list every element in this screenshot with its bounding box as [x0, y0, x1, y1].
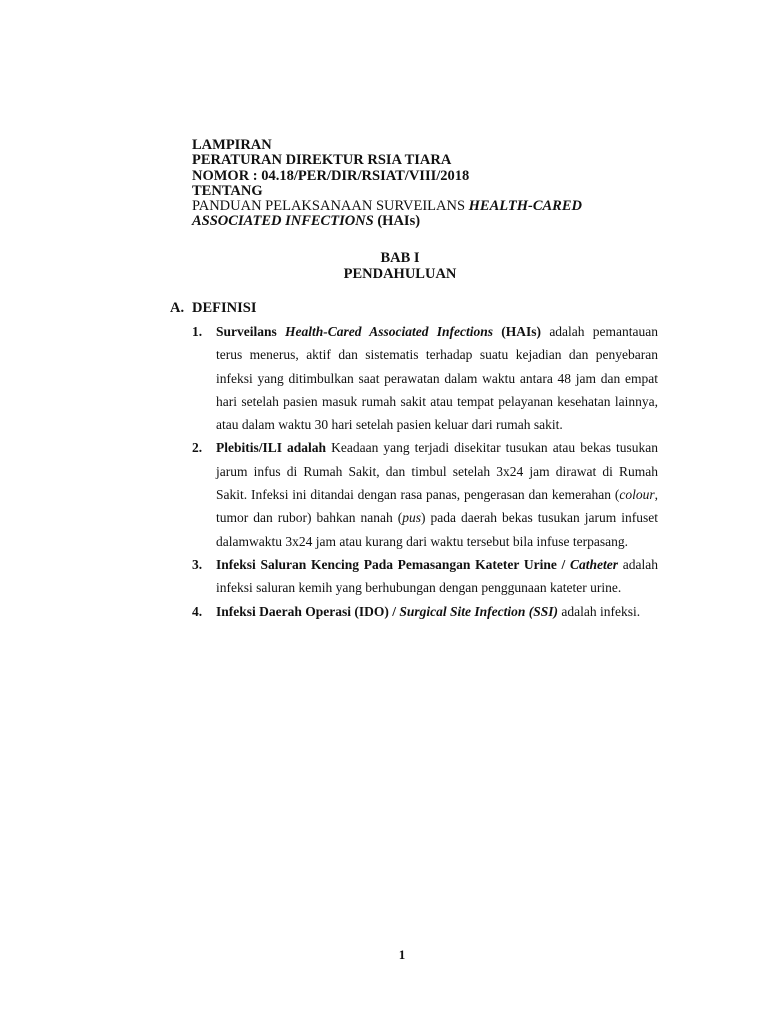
- item-term-italic: Health-Cared Associated Infections: [285, 324, 494, 339]
- header-tentang: TENTANG: [192, 182, 263, 199]
- section-letter: A.: [170, 300, 185, 316]
- item-text: ) pada daerah bekas tusukan jarum infuset dalamwaktu 3x24 jam atau kurang dari waktu tersebut bila infuse terpasang.: [216, 510, 658, 549]
- header-subject-italic-2: ASSOCIATED INFECTIONS: [192, 213, 374, 230]
- item-text: adalah pemantauan terus menerus, aktif dan sistematis terhadap suatu kejadian dan penyebaran infeksi yang ditimbulkan saat perawatan dalam waktu antara 48 jam dan empat hari setelah pasien masuk rumah sakit atau tempat pelayanan kesehatan lainnya, atau dalam waktu 30 hari setelah pasien keluar dari rumah sakit.: [216, 324, 659, 433]
- item-term: Surveilans: [216, 324, 286, 339]
- item-number: 4.: [192, 603, 203, 619]
- header-number: NOMOR : 04.18/PER/DIR/RSIAT/VIII/2018: [192, 167, 470, 184]
- header-subject-italic: HEALTH-CARED: [468, 198, 582, 215]
- item-text-italic: colour: [619, 487, 655, 503]
- item-number: 3.: [192, 556, 203, 572]
- item-text: , tumor dan rubor) bahkan nanah (: [216, 487, 658, 526]
- header-subject-suffix: (HAIs): [373, 213, 421, 230]
- item-text-italic: pus: [402, 510, 422, 526]
- item-term: Plebitis/ILI adalah: [216, 440, 327, 456]
- page-number: 1: [398, 947, 406, 962]
- header-subject-line2: [192, 214, 612, 229]
- item-term-italic: Catheter: [570, 556, 619, 572]
- chapter-title: BAB I: [380, 250, 420, 266]
- list-item: [192, 436, 658, 552]
- item-term: Infeksi Saluran Kencing Pada Pemasangan Kateter Urine /: [216, 556, 571, 572]
- item-term: Infeksi Daerah Operasi (IDO) /: [216, 603, 400, 619]
- definition-list: [192, 320, 658, 623]
- list-item: [192, 320, 658, 436]
- document-header: [192, 138, 612, 230]
- section-heading: [170, 300, 256, 317]
- item-term-italic: Surgical Site Infection (SSI): [399, 603, 559, 619]
- header-subject-line1: [192, 199, 612, 214]
- list-item: [192, 553, 658, 600]
- chapter-subtitle: PENDAHULUAN: [343, 266, 457, 282]
- list-item: [192, 600, 658, 623]
- item-text: adalah infeksi.: [558, 603, 641, 619]
- header-lampiran: LAMPIRAN: [192, 137, 272, 153]
- item-number: 1.: [192, 324, 203, 339]
- section-title: DEFINISI: [192, 300, 257, 316]
- item-text: adalah infeksi saluran kemih yang berhubungan dengan penggunaan kateter urine.: [216, 556, 658, 596]
- header-subject-main: PANDUAN PELAKSANAAN SURVEILANS: [192, 198, 469, 215]
- item-text: Keadaan yang terjadi disekitar tusukan atau bekas tusukan jarum infus di Rumah Sakit, dan timbul setelah 3x24 jam dirawat di Rumah Sakit. Infeksi ini ditandai dengan rasa panas, pengerasan dan kemerahan (: [216, 440, 658, 503]
- item-term-suffix: (HAIs): [493, 324, 542, 339]
- header-regulation: PERATURAN DIREKTUR RSIA TIARA: [192, 152, 452, 169]
- item-number: 2.: [192, 440, 203, 456]
